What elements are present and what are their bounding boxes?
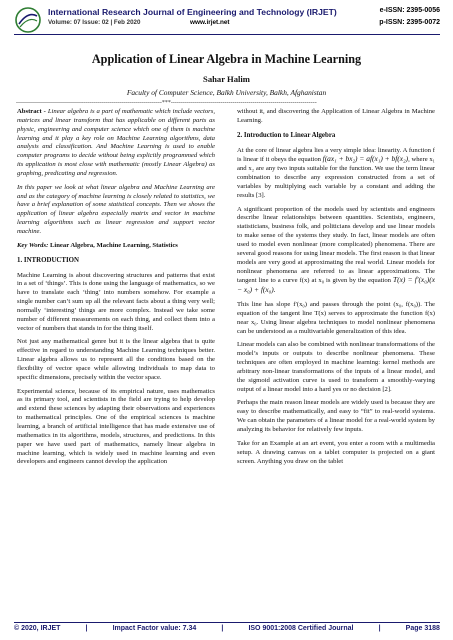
intro-paragraph-2: Not just any mathematical genre but it is the linear algebra that is quite effective in regard to understanding Machine Learning techniques better. Linear algebra allows us to represent all the conditions based on the flexibility of vector space while allowing individuals to map data to specific dimensions, precisely within the vector space. — [17, 338, 215, 381]
right-column — [237, 108, 435, 471]
linearity-text-a: At the core of linear algebra lies a very simple idea: linearity. A function f is linear if it obeys the equation — [237, 146, 435, 164]
abstract-paragraph-2: In this paper we look at what linear algebra and Machine Learning are and as the category of machine learning is closely related to statistics, we have a brief explanation of some statistical concepts. Then we shows the application of linear algebra especially matrix and vector in machine learning algorithms such as linear regression and support vector machine. — [17, 183, 215, 235]
linearity-equation: f(ax₁ + bx₂) = af(x₁) + bf(x₂) — [322, 154, 409, 164]
volume-issue: Volume: 07 Issue: 02 | Feb 2020 — [48, 19, 141, 26]
journal-name: International Research Journal of Engineering and Technology (IRJET) — [48, 7, 337, 17]
keywords-label: Key Words: — [17, 241, 49, 249]
linear-models-paragraph — [237, 206, 435, 296]
footer-rule — [14, 622, 440, 623]
paper-title: Application of Linear Algebra in Machine Learning — [91, 52, 362, 66]
continued-paragraph: without it, and discovering the Application of Linear Algebra in Machine Learning. — [237, 108, 435, 124]
journal-url[interactable]: www.irjet.net — [190, 19, 230, 26]
p-issn: p-ISSN: 2395-0072 — [379, 19, 440, 26]
linearity-paragraph — [237, 147, 435, 201]
abstract-label: Abstract - — [17, 108, 46, 115]
intro-paragraph-1: Machine Learning is about discovering structures and patterns that exist in a set of ‘things’. This is done using the language of mathematics, so we have to translate each ‘thing’ into numbers somehow. For example a single number can’t sum up all the relevant facts about a thing very well; normally ‘interesting’ things are more complex. Instead we take some number of different measurements on each thing, and collect them into a vector of numbers that stands in for the thing itself. — [17, 271, 215, 332]
footer-page-number: Page 3188 — [405, 625, 440, 632]
footer-impact-factor: Impact Factor value: 7.34 — [112, 625, 197, 632]
linear-models-text: A significant proportion of the models used by scientists and engineers describe linear relationships between quantities. Scientists, engineers, statisticians, business folk, and politicians develop and use linear models to make sense of the systems they study. In fact, linear models are often used to model even nonlinear (more complicated) phenomena. There are several good reasons for using linear models. The first reason is that linear models are very good at approximating the real world. Linear models for nonlinear phenomena are referred to as linear approximations. The tangent line to a curve f(x) at x₀ is given by the equation — [237, 205, 435, 285]
intro-paragraph-3: Experimental science, because of its empirical nature, uses mathematics as its primary tool, and scientists in the field are trying to help develop and extend these sciences by adapting their observations and experiences to mathematical principles. One of the empirical sciences is machine learning, a branch of artificial intelligence that has made extensive use of mathematics in its algorithms, models, structures, and predictions. In this paper we have used part of mathematics, namely linear algebra in machine learning, which is widely used in machine learning and even developers and engineers cannot develop the application — [17, 387, 215, 466]
section-divider: -------------------------------------------------------------------------***------------------------------------------------------------------------- — [16, 100, 317, 106]
author-affiliation: Faculty of Computer Science, Balkh University, Balkh, Afghanistan — [126, 88, 327, 97]
slope-paragraph: This line has slope f′(x₀) and passes through the point (x₀, f(x₀)). The equation of the tangent line T(x) serves to approximate the function f(x) near x₀. Using linear algebra techniques to model nonlinear phenomena can be understood as a multivariable generalization of this idea. — [237, 301, 435, 335]
page-footer — [14, 625, 440, 632]
tangent-equation: T(x) = f′(x₀)(x − x₀) + f(x₀). — [237, 275, 435, 295]
keywords-text: Linear Algebra, Machine Learning, Statistics — [48, 241, 178, 249]
irjet-logo — [14, 7, 42, 33]
abstract-text: Linear algebra is a part of mathematic which include vectors, matrices and linear transform that has applicable on different parts as physic, engineering and computer science which one of them is machine learning and it play a key role on Machine Learning algorithms, data analysis and classification. And Machine Learning is used to enable computer programs to decide without being explicitly programmed which its application is most close with mathematic (mostly Linear Algebra) as graphing, predicating and regression. — [17, 108, 215, 177]
footer-separator: | — [378, 625, 381, 632]
footer-separator: | — [85, 625, 88, 632]
keywords — [17, 242, 215, 251]
nonlinear-paragraph: Linear models can also be combined with nonlinear transformations of the model’s inputs or outputs to describe nonlinear phenomena. These techniques are often employed in machine learning: kernel methods are arbitrary non-linear transformations of the inputs of a linear model, and the sigmoid activation curve is used to transform a smoothly-varying output of a linear model into a hard yes or no decision [2]. — [237, 341, 435, 393]
example-paragraph: Take for an Example at an art event, you enter a room with a multimedia setup. A drawing canvas on a tablet computer is projected on a giant screen. Anything you draw on the tablet — [237, 439, 435, 465]
section-heading-linear-algebra: 2. Introduction to Linear Algebra — [237, 131, 336, 139]
linearity-text-b: , where x₁ and x₂ are any two inputs suitable for the function. We use the term linear combination to describe any expression constructed from a set of variables by multiplying each variable by a constant and adding the results [3]. — [237, 156, 435, 199]
footer-iso: ISO 9001:2008 Certified Journal — [248, 625, 354, 632]
footer-separator: | — [221, 625, 224, 632]
fit-paragraph: Perhaps the main reason linear models are widely used is because they are easy to describe mathematically, and easy to “fit” to real-world systems. We can obtain the parameters of a linear model for a real-world system by analyzing its behavior for relatively few inputs. — [237, 399, 435, 433]
paper-author: Sahar Halim — [203, 74, 250, 84]
abstract — [17, 108, 215, 179]
e-issn: e-ISSN: 2395-0056 — [379, 7, 440, 14]
header-rule — [14, 34, 440, 35]
footer-copyright: © 2020, IRJET — [14, 625, 61, 632]
left-column — [17, 108, 215, 472]
journal-header — [14, 6, 440, 34]
section-heading-introduction: 1. INTRODUCTION — [17, 256, 80, 264]
